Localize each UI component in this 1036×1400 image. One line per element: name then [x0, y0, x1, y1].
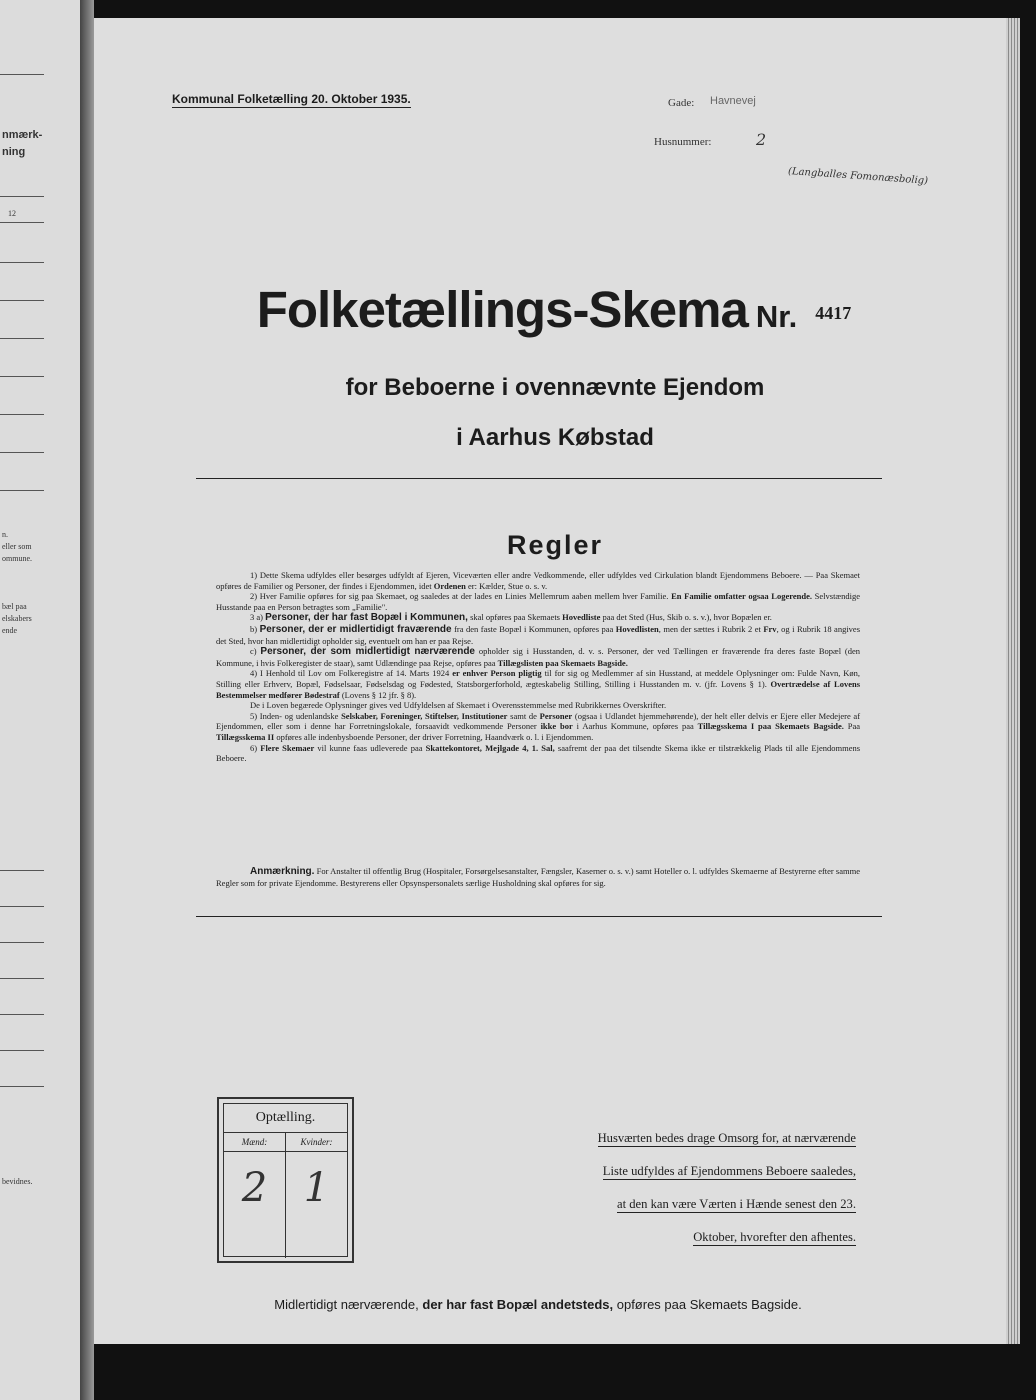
rules-text — [216, 570, 860, 764]
left-rule — [0, 222, 44, 223]
left-rule — [0, 1086, 44, 1087]
left-header-2: ning — [2, 146, 26, 158]
left-rule — [0, 942, 44, 943]
count-box — [217, 1097, 354, 1263]
footer-part-1: Midlertidigt nærværende, — [274, 1297, 419, 1312]
divider — [196, 478, 882, 479]
left-rule — [0, 262, 44, 263]
notice-line-1: Husværten bedes drage Omsorg for, at nærværende — [597, 1131, 856, 1145]
footer-part-3: opføres paa Skemaets Bagside. — [616, 1297, 802, 1312]
landlord-notice — [522, 1122, 856, 1254]
footer-note — [198, 1297, 878, 1312]
form-nr-label: Nr. — [755, 299, 798, 334]
left-rule — [0, 906, 44, 907]
gade-value: Havnevej — [710, 95, 756, 107]
left-note-b1: bæl paa — [2, 602, 27, 611]
footer-part-2: der har fast Bopæl andetsteds, — [422, 1297, 614, 1312]
left-note-a1: n. — [2, 530, 8, 539]
rule-4: 4) I Henhold til Lov om Folkeregistre af 14. Marts 1924 er enhver Person pligtig til for sig og Medlemmer af sin Husstand, at meddele Oplysninger om: Fulde Navn, Køn, Stilling eller Erhverv, Bopæl, Fødselsaar, Fødselsdag og Fødested, Statsborgerforhold, ægteskabelig Stilling, Stilling i Husstanden m. v. (jfr. Lovens § 1). Overtrædelse af Lovens Bestemmelser medfører Bødestraf (Lovens § 12 jfr. § 8). — [216, 668, 861, 700]
husnummer-value: 2 — [756, 130, 767, 149]
left-rule — [0, 1014, 44, 1015]
left-rule — [0, 338, 44, 339]
count-title: Optælling. — [224, 1104, 347, 1133]
left-rule — [0, 196, 44, 197]
form-subtitle-2: i Aarhus Købstad — [456, 424, 654, 451]
left-rule — [0, 74, 44, 75]
book-gutter — [80, 0, 94, 1400]
handwritten-note: (Langballes Fomonæsbolig) — [787, 166, 929, 187]
page-edges — [1006, 18, 1020, 1344]
rule-3c: c) Personer, der som midlertidigt nærværende opholder sig i Husstanden, d. v. s. Personer, der ved Tællingen er fraværende fra deres faste Bopæl (den Kommune, i hvis Folkeregister de staar), samt Udlændinge paa Rejse, opføres paa Tillægslisten paa Skemaets Bagside. — [216, 646, 860, 668]
left-header-1: nmærk- — [2, 129, 43, 141]
gade-label: Gade: — [668, 97, 695, 109]
left-rule — [0, 300, 44, 301]
maend-count: 2 — [241, 1165, 268, 1211]
left-note-c: bevidnes. — [2, 1177, 33, 1186]
form-title — [194, 280, 914, 339]
left-rule — [0, 414, 44, 415]
left-note-b2: elskabers — [2, 614, 32, 623]
form-number: 4417 — [815, 303, 852, 323]
left-note-a3: ommune. — [2, 554, 32, 563]
anmaerkning-note — [216, 866, 860, 888]
maend-column — [224, 1133, 285, 1258]
notice-line-3: at den kan være Værten i Hænde senest den 23. — [617, 1197, 856, 1211]
notice-line-4: Oktober, hvorefter den afhentes. — [693, 1230, 856, 1244]
notice-line-2: Liste udfyldes af Ejendommens Beboere saaledes, — [602, 1164, 856, 1178]
rule-1: 1) Dette Skema udfyldes eller besørges udfyldt af Ejeren, Viceværten eller andre Vedkommende, eller udfyldes ved Cirkulation blandt Ejendommens Beboere. — Paa Skemaet opføres de Familier og Personer, der findes i Ejendommen, idet Ordenen er: Kælder, Stue o. s. v. — [216, 570, 860, 591]
rule-4-note: De i Loven begærede Oplysninger gives ved Udfyldelsen af Skemaet i Overensstemmelse med Rubrikkernes Overskrifter. — [250, 700, 667, 711]
rules-heading: Regler — [506, 530, 604, 560]
left-page-fragment — [0, 0, 80, 1400]
rule-6: 6) Flere Skemaer vil kunne faas udleverede paa Skattekontoret, Mejlgade 4, 1. Sal, saafremt der paa det tilsendte Skema ikke er tilstrækkelig Plads til alle Ejendommens Beboere. — [216, 742, 861, 764]
form-title-main: Folketællings-Skema — [256, 281, 748, 338]
left-rule — [0, 870, 44, 871]
rule-3b: b) Personer, der er midlertidigt fraværende fra den faste Bopæl i Kommunen, opføres paa Hovedlisten, men der sættes i Rubrik 2 et Frv, og i Rubrik 18 angives det Sted, hvor han midlertidigt opholder sig, eventuelt om han er paa Rejse. — [216, 623, 861, 646]
rule-5: 5) Inden- og udenlandske Selskaber, Foreninger, Stiftelser, Institutioner samt de Personer (ogsaa i Udlandet hjemmehørende), der helt eller delvis er Ejere eller Medejere af Ejendommen, eller som i denne har Forretningslokale, forsaavidt vedkommende Personer ikke bor i Aarhus Kommune, opføres paa Tillægsskema I paa Skemaets Bagside. Paa Tillægsskema II opføres alle indenbysboende Personer, der driver Forretning, Haandværk o. l. i Ejendommen. — [216, 710, 861, 742]
census-title: Kommunal Folketælling 20. Oktober 1935. — [172, 92, 411, 106]
husnummer-label: Husnummer: — [654, 136, 712, 148]
rule-3a: 3 a) Personer, der har fast Bopæl i Kommunen, skal opføres paa Skemaets Hovedliste paa det Sted (Hus, Skib o. s. v.), hvor Bopælen er. — [250, 612, 772, 624]
left-note-b3: ende — [2, 626, 18, 635]
left-col-number: 12 — [8, 209, 16, 218]
anmaerkning-text: For Anstalter til offentlig Brug (Hospitaler, Forsørgelsesanstalter, Fængsler, Kaserner o. s. v.) samt Hoteller o. l. udfyldes Skemaerne af Bestyrerne efter samme Regler som for private Ejendomme. Bestyrerens eller Opsynspersonalets særlige Husholdning skal opføres for sig. — [216, 866, 860, 888]
rule-2: 2) Hver Familie opføres for sig paa Skemaet, og saaledes at der lades en Linies Mellemrum aaben mellem hver Familie. En Familie omfatter ogsaa Logerende. Selvstændige Husstande paa en Person betragtes som „Familie". — [216, 591, 860, 612]
left-rule — [0, 376, 44, 377]
left-rule — [0, 978, 44, 979]
kvinder-label: Kvinder: — [286, 1133, 347, 1152]
census-form-page — [94, 18, 1006, 1344]
maend-label: Mænd: — [224, 1133, 285, 1152]
left-rule — [0, 452, 44, 453]
divider — [196, 916, 882, 917]
left-rule — [0, 1050, 44, 1051]
anmaerkning-label: Anmærkning. — [250, 866, 315, 877]
left-rule — [0, 490, 44, 491]
kvinder-count: 1 — [303, 1165, 330, 1211]
form-subtitle-1: for Beboerne i ovennævnte Ejendom — [345, 374, 765, 401]
left-note-a2: eller som — [2, 542, 32, 551]
kvinder-column — [285, 1133, 347, 1258]
